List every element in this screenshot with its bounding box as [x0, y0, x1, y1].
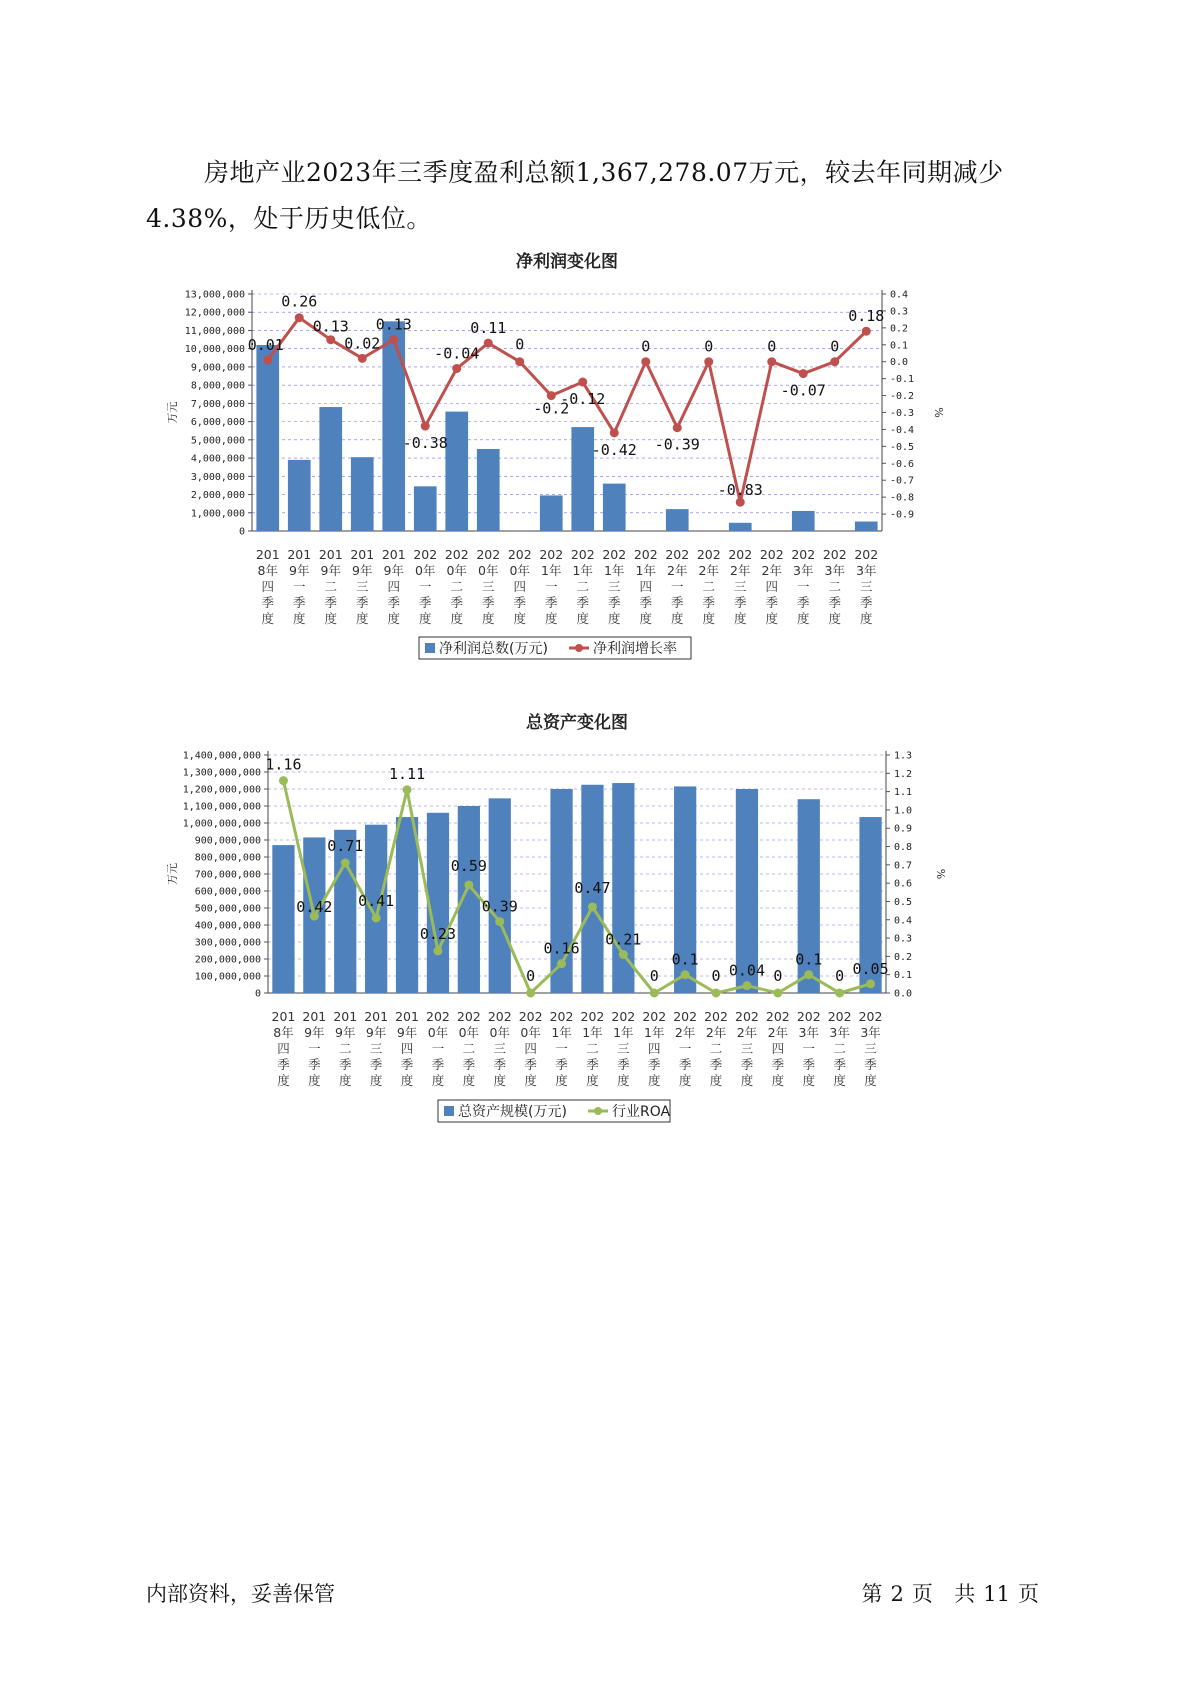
line-point [526, 989, 535, 998]
y-tick-label: 4,000,000 [190, 453, 245, 465]
y2-tick-label: -0.1 [890, 374, 915, 386]
x-tick-label: 202 1年一季度 [539, 547, 564, 626]
bar [272, 845, 294, 993]
chart-title: 净利润变化图 [516, 252, 618, 272]
legend-line-label: 净利润增长率 [593, 641, 677, 657]
bar [792, 511, 815, 531]
data-label: 0.42 [296, 898, 333, 917]
y2-tick-label: 0.5 [894, 896, 913, 908]
data-label: 0 [515, 335, 525, 354]
line-point [862, 327, 871, 336]
legend-bar-swatch [425, 643, 435, 653]
y-tick-label: 0 [254, 988, 261, 1000]
chart-title: 总资产变化图 [526, 713, 628, 733]
line-point [799, 369, 808, 378]
line-point [578, 378, 587, 387]
x-tick-label: 202 1年四季度 [642, 1009, 667, 1088]
data-label: 0.13 [312, 317, 349, 336]
y-tick-label: 3,000,000 [190, 471, 245, 483]
bar [855, 522, 878, 531]
data-label: -0.2 [533, 399, 570, 418]
legend-line-label: 行业ROA [612, 1104, 671, 1120]
x-tick-label: 202 1年四季度 [633, 547, 658, 626]
data-label: 0.59 [450, 856, 487, 875]
line-point [279, 776, 288, 785]
bar [351, 457, 374, 531]
data-label: 0.21 [605, 930, 642, 949]
footer-page-info [858, 1578, 1043, 1608]
data-label: 0 [835, 967, 845, 985]
x-tick-label: 201 9年一季度 [302, 1009, 327, 1088]
y2-tick-label: 1.2 [894, 768, 913, 780]
line-point [341, 859, 350, 868]
y2-tick-label: 0.3 [894, 933, 913, 945]
page-suffix: 页 [911, 1582, 933, 1606]
bar [414, 486, 437, 531]
y2-tick-label: 0.1 [890, 340, 909, 352]
line-point [358, 354, 367, 363]
legend-bar-label: 总资产规模(万元) [458, 1104, 567, 1120]
x-tick-label: 202 3年三季度 [854, 547, 879, 626]
y2-tick-label: -0.3 [890, 408, 915, 419]
line-point [263, 356, 272, 365]
y-tick-label: 1,200,000,000 [182, 784, 261, 796]
line-point [804, 970, 813, 979]
y2-tick-label: 0.6 [894, 878, 913, 890]
data-label: 0 [767, 337, 777, 356]
data-label: 0.13 [375, 315, 412, 334]
y-tick-label: 1,400,000,000 [182, 750, 261, 762]
y2-tick-label: 0.9 [894, 823, 913, 835]
total-assets-chart-svg [0, 705, 1191, 1135]
line-point [773, 989, 782, 998]
line-point [712, 989, 721, 998]
y-tick-label: 1,300,000,000 [182, 767, 261, 779]
y2-tick-label: 0.1 [894, 970, 913, 982]
data-label: 0.02 [344, 334, 381, 353]
x-tick-label: 201 9年三季度 [364, 1009, 389, 1088]
x-tick-label: 201 9年四季度 [395, 1009, 419, 1088]
y2-tick-label: 0.0 [894, 988, 913, 1000]
x-tick-label: 201 8年四季度 [255, 547, 280, 626]
bar [666, 509, 689, 531]
x-tick-label: 202 3年一季度 [796, 1009, 821, 1088]
total-suffix: 页 [1018, 1582, 1039, 1606]
x-tick-label: 202 1年二季度 [570, 547, 595, 626]
y-tick-label: 13,000,000 [184, 289, 245, 301]
y-tick-label: 700,000,000 [194, 869, 261, 881]
line-point [403, 785, 412, 794]
line-point [767, 357, 776, 366]
y-tick-label: 1,100,000,000 [182, 801, 261, 813]
data-label: 0 [526, 967, 536, 985]
total-pages: 11 [983, 1582, 1010, 1606]
y-tick-label: 0 [238, 526, 245, 538]
y-tick-label: 12,000,000 [184, 307, 245, 319]
x-tick-label: 202 0年二季度 [444, 547, 469, 626]
data-label: 0.1 [795, 950, 823, 969]
bar [288, 460, 311, 531]
data-label: 0.11 [470, 319, 507, 338]
data-label: 0.23 [419, 924, 457, 943]
line-point [372, 913, 381, 922]
data-label: -0.42 [591, 440, 637, 459]
line-point [704, 357, 713, 366]
y2-axis-label: % [932, 407, 945, 418]
y-tick-label: 100,000,000 [194, 971, 261, 983]
legend-line-marker [594, 1107, 602, 1115]
page-prefix: 第 [861, 1582, 883, 1606]
x-tick-label: 202 1年二季度 [580, 1009, 605, 1088]
y2-tick-label: 0.4 [894, 915, 913, 927]
x-tick-label: 202 2年二季度 [704, 1009, 728, 1088]
bar [445, 412, 468, 531]
legend-bar-swatch [444, 1106, 454, 1116]
y-tick-label: 200,000,000 [194, 954, 261, 966]
page-number: 2 [890, 1582, 904, 1606]
x-tick-label: 202 2年四季度 [765, 1009, 790, 1088]
legend-line-marker [575, 644, 583, 652]
data-label: -0.83 [717, 481, 763, 500]
data-label: 0 [830, 337, 840, 356]
y2-tick-label: 0.2 [894, 951, 913, 963]
bar [319, 407, 342, 531]
data-label: 0.39 [481, 897, 518, 916]
summary-paragraph: 房地产业2023年三季度盈利总额1,367,278.07万元，较去年同期减少4.38%，处于历史低位。 [146, 158, 1004, 233]
y2-tick-label: 0.2 [890, 323, 909, 335]
line-point [421, 422, 430, 431]
x-tick-label: 202 1年一季度 [549, 1009, 574, 1088]
y2-tick-label: 1.1 [894, 787, 913, 799]
y2-tick-label: 1.0 [894, 805, 913, 817]
data-label: 0.26 [281, 292, 318, 311]
y-tick-label: 600,000,000 [194, 886, 261, 898]
line-point [588, 902, 597, 911]
y-tick-label: 8,000,000 [190, 380, 245, 392]
data-label: -0.38 [402, 434, 448, 453]
x-tick-label: 202 0年一季度 [413, 547, 438, 626]
bar [256, 345, 279, 531]
bar [729, 523, 752, 531]
x-tick-label: 201 9年三季度 [350, 547, 375, 626]
line-point [433, 946, 442, 955]
x-tick-label: 201 9年二季度 [318, 547, 343, 626]
bar [477, 449, 500, 531]
line-point [452, 364, 461, 373]
y2-tick-label: 0.0 [890, 357, 909, 369]
data-label: -0.07 [780, 381, 826, 400]
data-label: 1.11 [388, 764, 426, 783]
data-label: 0 [773, 967, 783, 985]
total-assets-chart [0, 705, 1191, 1135]
line-point [673, 423, 682, 432]
x-tick-label: 202 3年三季度 [858, 1009, 883, 1088]
y2-tick-label: 0.3 [890, 306, 909, 318]
y-tick-label: 6,000,000 [190, 417, 245, 429]
y2-tick-label: -0.6 [890, 458, 915, 470]
x-tick-label: 202 1年三季度 [611, 1009, 636, 1088]
data-label: 0.41 [358, 891, 395, 910]
x-tick-label: 202 1年三季度 [602, 547, 627, 626]
data-label: 0.16 [543, 939, 580, 958]
x-tick-label: 202 3年一季度 [791, 547, 816, 626]
y2-tick-label: -0.7 [890, 475, 915, 487]
x-tick-label: 202 0年三季度 [487, 1009, 512, 1088]
y-tick-label: 10,000,000 [184, 344, 245, 356]
x-tick-label: 201 9年一季度 [287, 547, 312, 626]
net-profit-chart-svg [0, 245, 1191, 670]
bar [603, 484, 626, 531]
y-tick-label: 5,000,000 [190, 435, 245, 447]
bar [540, 495, 563, 531]
x-tick-label: 201 9年二季度 [333, 1009, 358, 1088]
y2-tick-label: -0.8 [890, 492, 915, 504]
data-label: -0.12 [560, 390, 606, 409]
data-label: 0.01 [247, 336, 284, 355]
line-point [619, 950, 628, 959]
x-tick-label: 202 2年三季度 [728, 547, 753, 626]
bar [612, 783, 634, 993]
y-tick-label: 9,000,000 [190, 362, 245, 374]
line-point [484, 339, 493, 348]
data-label: 0 [649, 967, 659, 985]
line-point [835, 989, 844, 998]
line-point [742, 981, 751, 990]
line-point [557, 959, 566, 968]
line-point [495, 917, 504, 926]
x-tick-label: 202 2年二季度 [696, 547, 721, 626]
y2-tick-label: -0.4 [890, 424, 915, 436]
line-point [681, 970, 690, 979]
bar [489, 798, 511, 993]
line-point [610, 428, 619, 437]
bar [382, 321, 405, 531]
line-point [389, 335, 398, 344]
x-tick-label: 201 9年四季度 [381, 547, 406, 626]
y2-tick-label: -0.9 [890, 509, 915, 521]
bar [396, 817, 418, 993]
line-point [650, 989, 659, 998]
x-tick-label: 202 0年一季度 [426, 1009, 450, 1088]
legend-bar-label: 净利润总数(万元) [439, 641, 548, 657]
line-point [830, 357, 839, 366]
line-point [641, 357, 650, 366]
y2-tick-label: 0.8 [894, 842, 913, 854]
x-tick-label: 201 8年四季度 [271, 1009, 296, 1088]
y-tick-label: 300,000,000 [194, 937, 261, 949]
y-tick-label: 400,000,000 [194, 920, 261, 932]
total-prefix: 共 [954, 1582, 976, 1606]
y2-tick-label: 0.7 [894, 860, 913, 872]
y-tick-label: 2,000,000 [190, 490, 245, 502]
y2-tick-label: 0.4 [890, 289, 909, 301]
y-tick-label: 7,000,000 [190, 398, 245, 410]
data-label: -0.04 [434, 344, 480, 363]
data-label: 0.47 [574, 878, 611, 897]
data-label: 0 [641, 337, 651, 356]
x-tick-label: 202 0年二季度 [456, 1009, 481, 1088]
data-label: 0.1 [671, 950, 699, 969]
y-axis-label: 万元 [166, 863, 179, 885]
data-label: 1.16 [265, 755, 302, 774]
y2-tick-label: -0.5 [890, 441, 915, 453]
x-tick-label: 202 3年二季度 [822, 547, 847, 626]
data-label: -0.39 [654, 435, 700, 454]
line-point [326, 335, 335, 344]
x-tick-label: 202 2年三季度 [735, 1009, 759, 1088]
line-point [866, 979, 875, 988]
data-label: 0 [711, 967, 721, 985]
y2-tick-label: -0.2 [890, 391, 915, 403]
y-tick-label: 500,000,000 [194, 903, 261, 915]
x-tick-label: 202 2年一季度 [665, 547, 690, 626]
y-tick-label: 1,000,000,000 [182, 818, 261, 830]
line-point [515, 357, 524, 366]
footer-confidential: 内部资料，妥善保管 [146, 1582, 335, 1606]
data-label: 0.05 [852, 959, 889, 978]
y2-axis-label: % [934, 868, 947, 880]
y-tick-label: 800,000,000 [194, 852, 261, 864]
data-label: 0 [704, 337, 714, 356]
data-label: 0.71 [327, 837, 364, 856]
data-label: 0.18 [848, 307, 885, 326]
y2-tick-label: 1.3 [894, 750, 913, 762]
y-tick-label: 1,000,000 [190, 508, 245, 520]
x-tick-label: 202 2年四季度 [759, 547, 784, 626]
y-axis-label: 万元 [166, 401, 179, 424]
y-tick-label: 900,000,000 [194, 835, 261, 847]
line-point [464, 880, 473, 889]
line-point [295, 313, 304, 322]
x-tick-label: 202 0年四季度 [507, 547, 532, 626]
x-tick-label: 202 0年三季度 [476, 547, 501, 626]
x-tick-label: 202 0年四季度 [518, 1009, 543, 1088]
x-tick-label: 202 2年一季度 [673, 1009, 698, 1088]
y-tick-label: 11,000,000 [184, 325, 245, 337]
data-label: 0.04 [728, 961, 766, 980]
x-tick-label: 202 3年二季度 [827, 1009, 852, 1088]
net-profit-chart [0, 245, 1191, 670]
